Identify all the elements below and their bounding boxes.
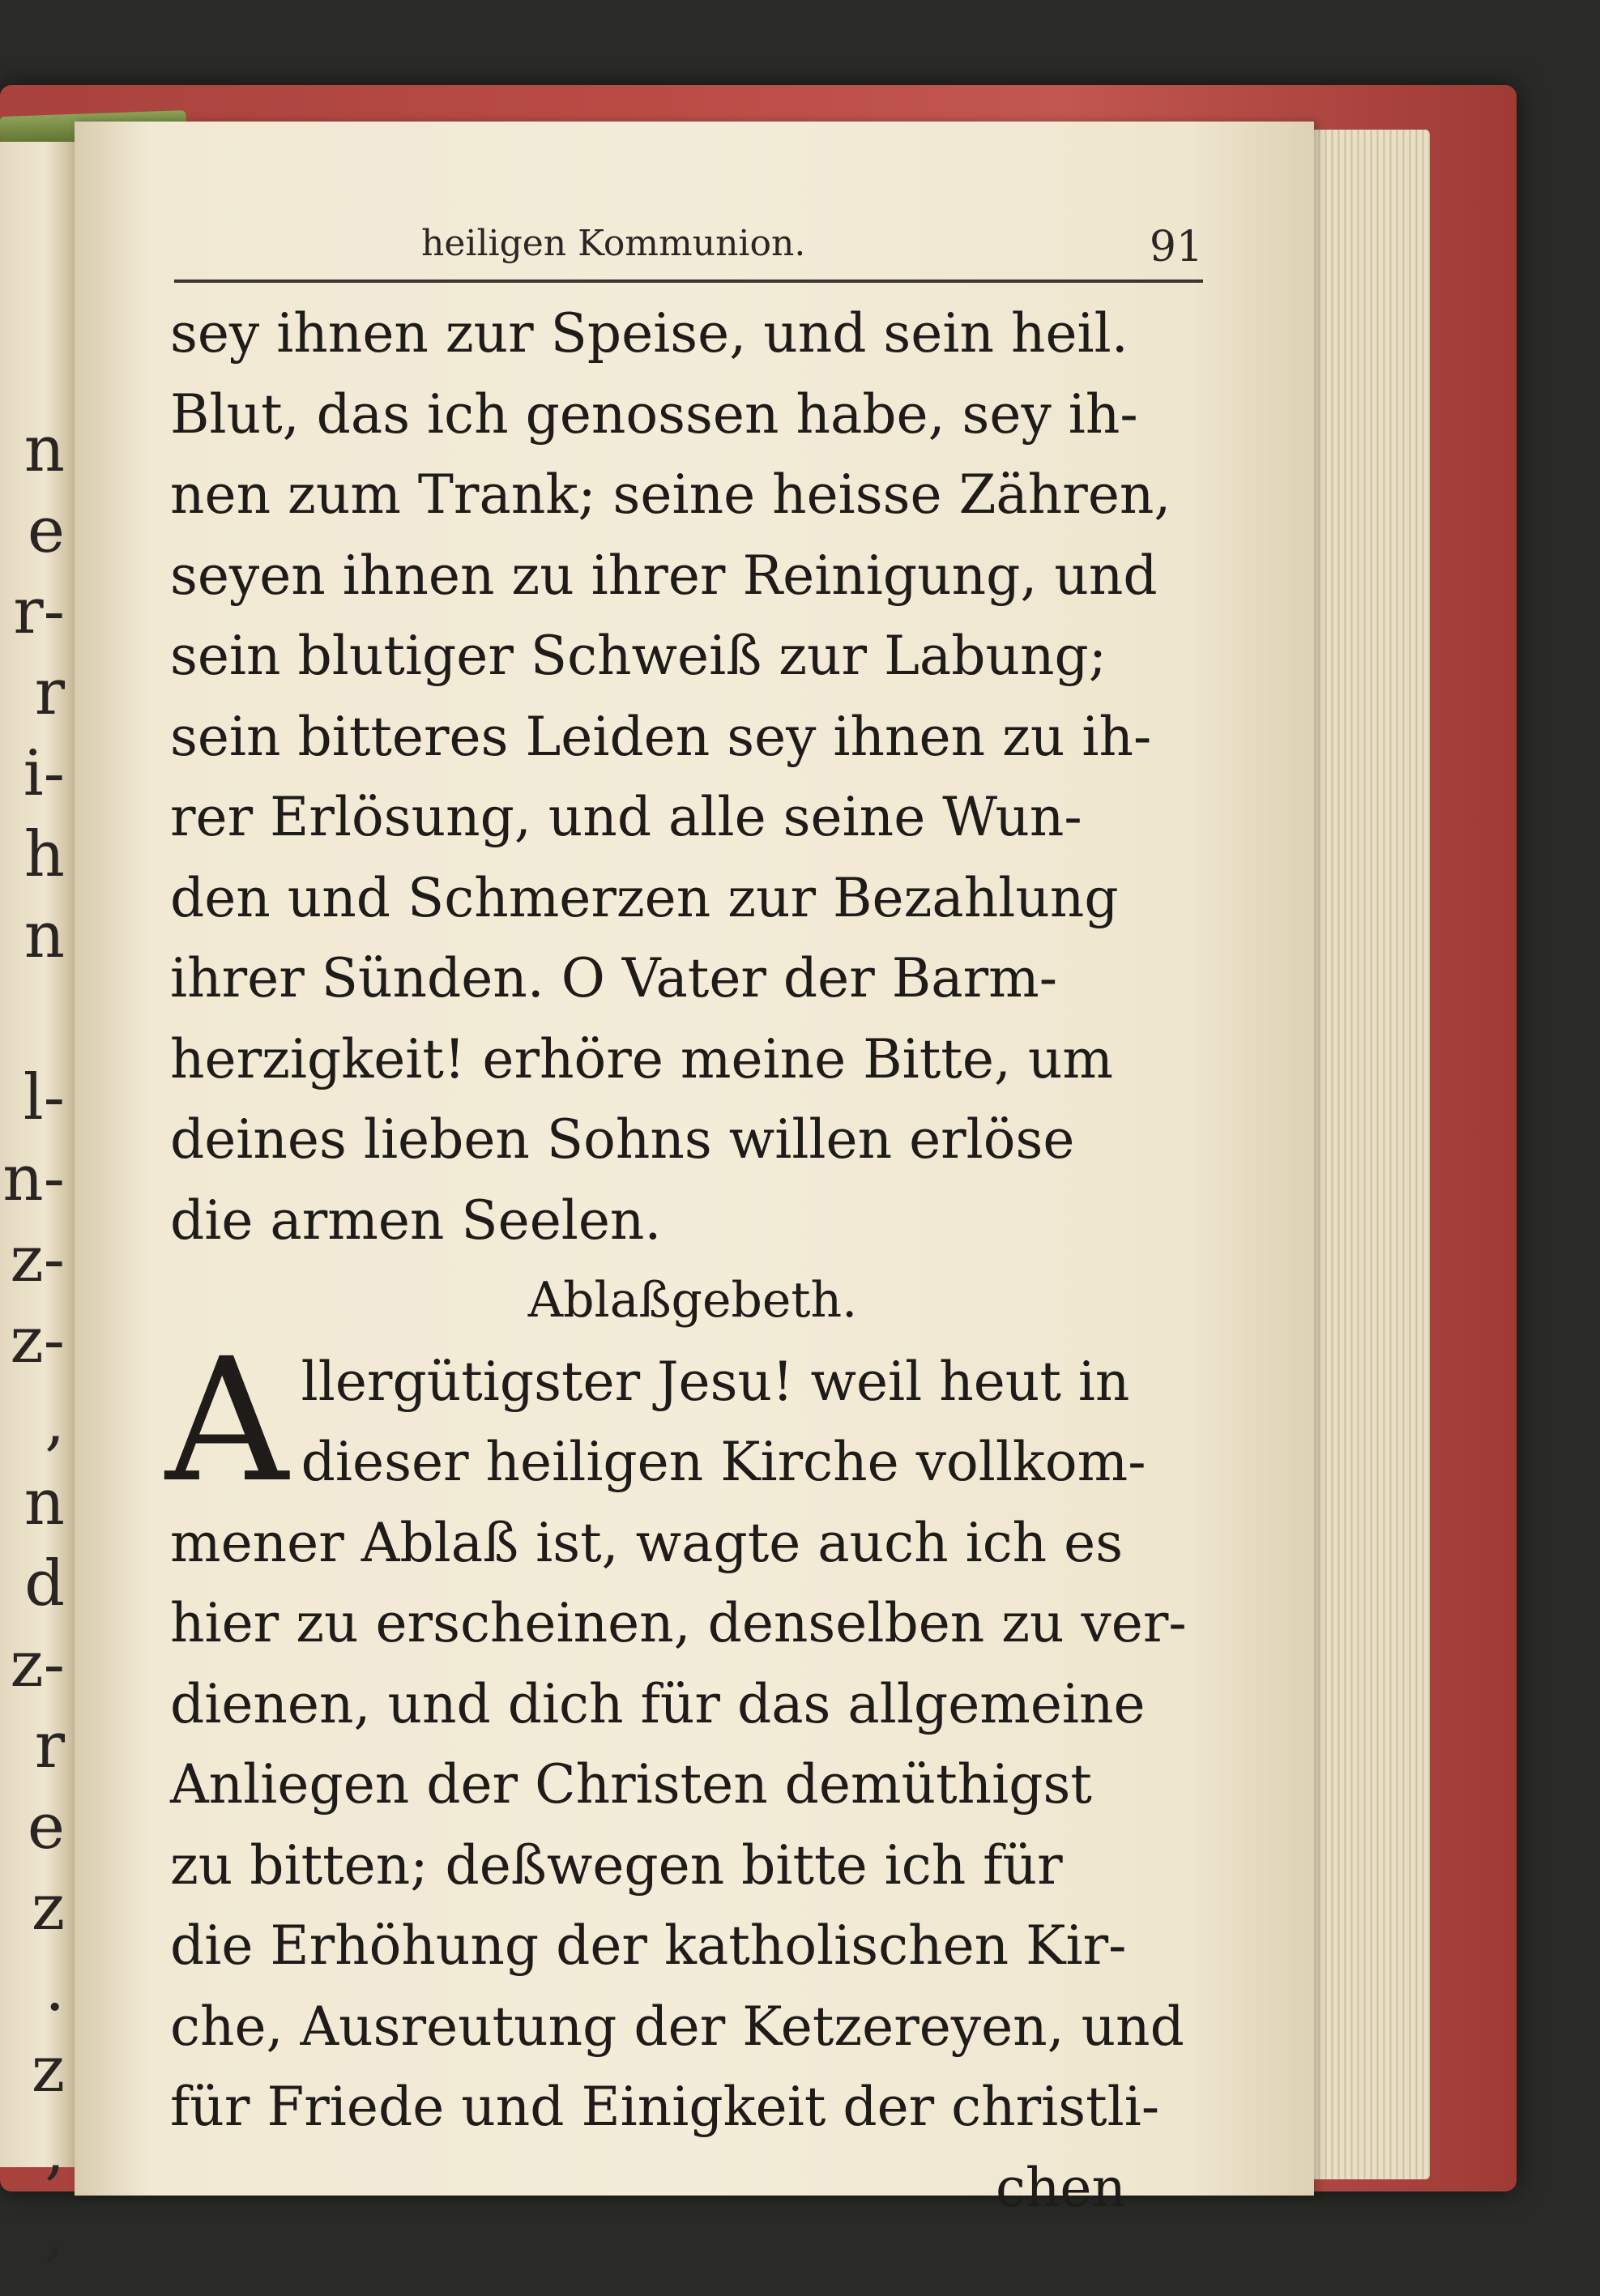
left-page-fragments: n e r- r i- h n l- n- z- z- , n d z- r e z . z , ,: [2, 413, 65, 2268]
text-line: mener Ablaß ist, wagte auch ich es: [170, 1511, 1124, 1574]
text-line: für Friede und Einigkeit der christli-: [170, 2076, 1160, 2138]
text-line: deines lieben Sohns willen erlöse: [170, 1108, 1075, 1171]
running-head: heiligen Kommunion.: [421, 223, 806, 264]
text-line: dienen, und dich für das allgemeine: [170, 1672, 1146, 1735]
text-line: sey ihnen zur Speise, und sein heil.: [170, 302, 1129, 365]
text-line: zu bitten; deßwegen bitte ich für: [170, 1833, 1063, 1897]
text-line: herzigkeit! erhöre meine Bitte, um: [170, 1027, 1113, 1090]
text-line: sein blutiger Schweiß zur Labung;: [170, 625, 1107, 687]
catchword: chen: [995, 2156, 1126, 2219]
section-heading: Ablaßgebeth.: [527, 1272, 858, 1329]
text-line: die armen Seelen.: [170, 1189, 662, 1252]
text-line: rer Erlösung, und alle seine Wun-: [170, 786, 1082, 848]
text-line: nen zum Trank; seine heisse Zähren,: [170, 463, 1171, 526]
text-line: die Erhöhung der katholischen Kir-: [170, 1914, 1127, 1977]
text-line: Anliegen der Christen demüthigst: [170, 1753, 1092, 1816]
text-line: hier zu erscheinen, denselben zu ver-: [170, 1592, 1187, 1654]
text-line: ihrer Sünden. O Vater der Barm-: [170, 947, 1058, 1009]
text-line: den und Schmerzen zur Bezahlung: [170, 866, 1119, 929]
page-number: 91: [1149, 223, 1203, 271]
page-text: [165, 293, 1215, 2228]
left-page: [0, 142, 75, 2268]
page-header: [174, 223, 1203, 288]
text-line: seyen ihnen zu ihrer Reinigung, und: [170, 544, 1158, 607]
text-line: sein bitteres Leiden sey ihnen zu ih-: [170, 705, 1152, 768]
paragraph-2: [165, 1321, 1215, 2229]
drop-cap: A: [165, 1321, 288, 1520]
text-line: dieser heiligen Kirche vollkom-: [301, 1431, 1146, 1493]
text-line: llergütigster Jesu! weil heut in: [301, 1350, 1130, 1413]
text-line: che, Ausreutung der Ketzereyen, und: [170, 1995, 1184, 2058]
text-line: Blut, das ich genossen habe, sey ih-: [170, 382, 1138, 446]
paragraph-1: [170, 293, 1215, 1261]
header-rule: [174, 280, 1203, 283]
